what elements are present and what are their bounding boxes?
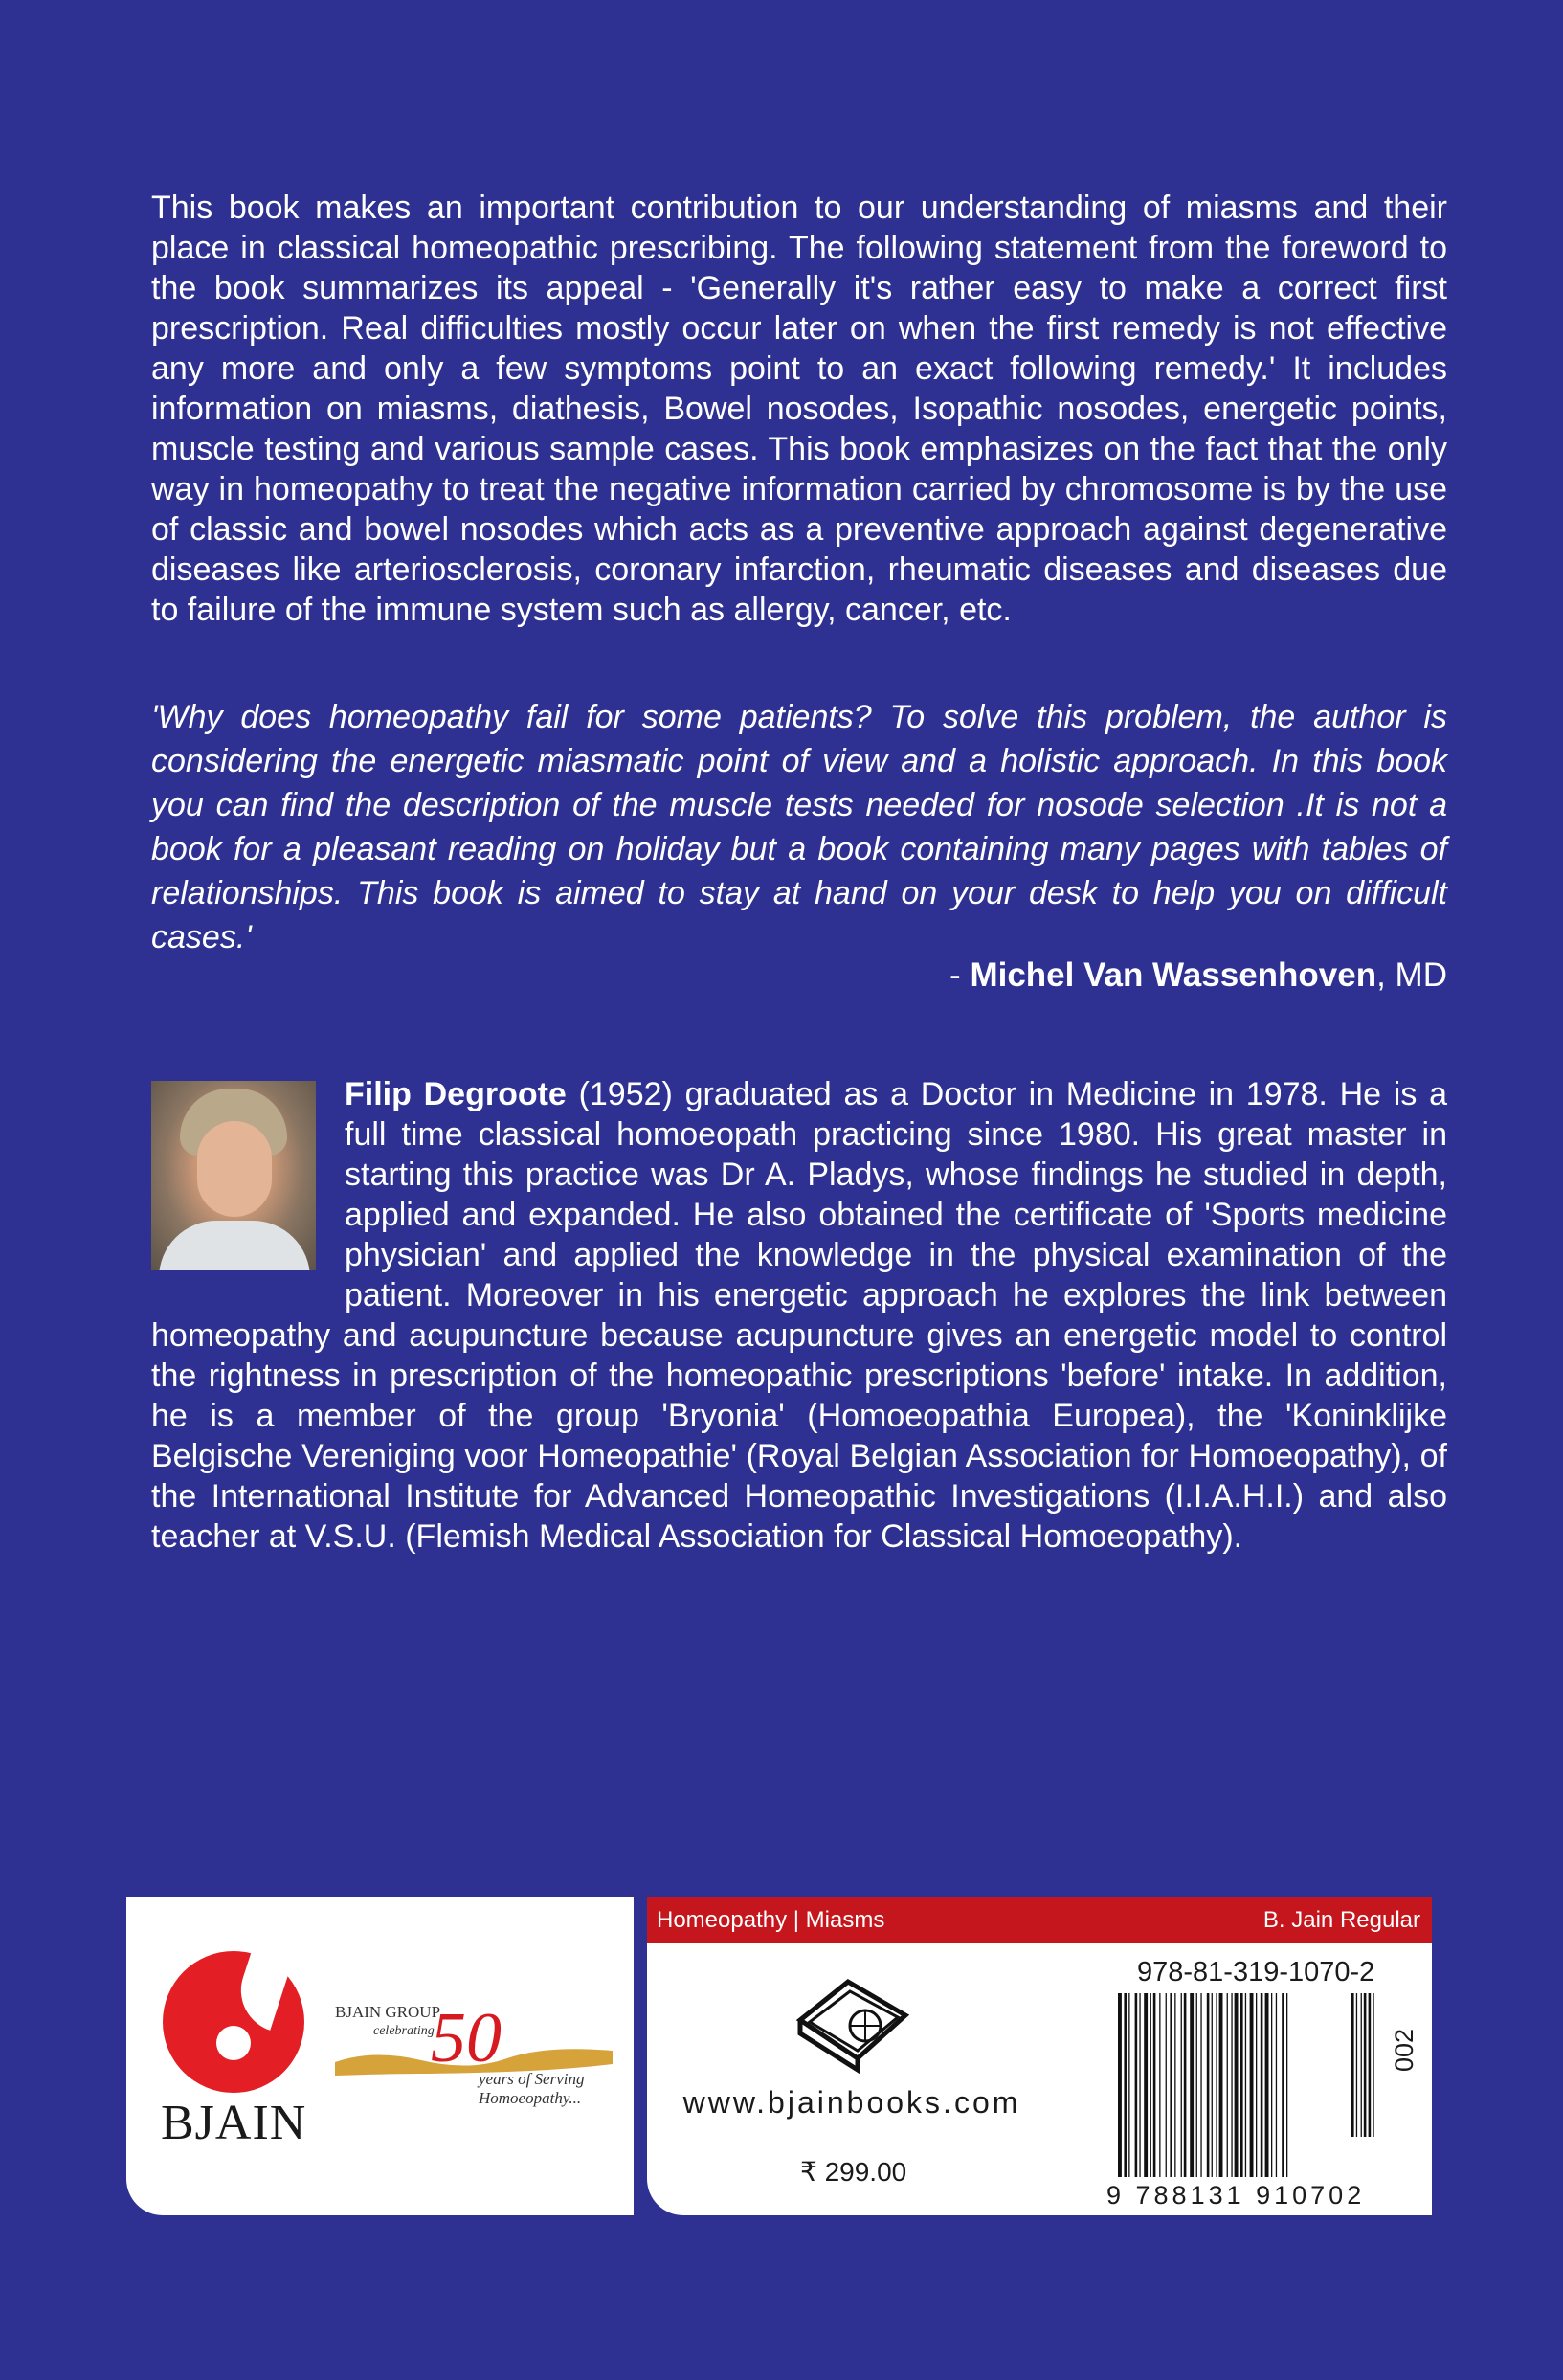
- quote-author: Michel Van Wassenhoven: [970, 956, 1377, 994]
- serving-text: [479, 2070, 584, 2108]
- anniversary-number: 50: [431, 1999, 502, 2077]
- category-strip: [647, 1897, 1432, 1943]
- barcode-icon: [1116, 1993, 1394, 2185]
- quote-attribution: [151, 954, 1447, 998]
- author-bio-text: (1952) graduated as a Doctor in Medicine in 1978. He is a full time classical homoeopath practicing since 1980. His great master in starting this practice was Dr A. Pladys, whose findings he studied in depth, applied and expanded. He also obtained the certificate of 'Sports medicine physician' and applied the knowledge in the physical examination of the patient. Moreover in his energetic approach he explores the link between homeopathy and acupuncture because acupuncture gives an energetic model to control the rightness in prescription of the homeopathic prescriptions 'before' intake. In addition, he is a member of the group 'Bryonia' (Homoeopathia Europea), the 'Koninklijke Belgische Vereniging voor Homeopathie' (Royal Belgian Association for Homoeopathy), of the International Institute for Advanced Homeopathic Investigations (I.I.A.H.I.) and also teacher at V.S.U. (Flemish Medical Association for Classical Homoeopathy).: [151, 1076, 1447, 1555]
- celebrating-label: celebrating: [373, 2024, 435, 2038]
- author-name: Filip Degroote: [345, 1076, 567, 1112]
- isbn-number: 978-81-319-1070-2: [1137, 1957, 1375, 1987]
- serving-line-2: Homoeopathy...: [479, 2089, 582, 2107]
- category-label: Homeopathy | Miasms: [657, 1907, 885, 1933]
- quote-dash: -: [949, 956, 971, 994]
- barcode-digits: 9 788131 910702: [1106, 2181, 1366, 2210]
- price: ₹ 299.00: [800, 2157, 907, 2187]
- publisher-book-icon: [791, 1963, 915, 2077]
- barcode-addon: 002: [1390, 2028, 1418, 2072]
- website-url: www.bjainbooks.com: [682, 2085, 1021, 2120]
- foreword-quote: 'Why does homeopathy fail for some patients? To solve this problem, the author is considering the energetic miasmatic point of view and a holistic approach. In this book you can find the description of the muscle tests needed for nosode selection .It is not a book for a pleasant reading on holiday but a book containing many pages with tables of relationships. This book is aimed to stay at hand on your desk to help you on difficult cases.': [151, 699, 1447, 955]
- book-description: This book makes an important contribution to our understanding of miasms and their place in classical homeopathic prescribing. The following statement from the foreword to the book summarizes its appeal - 'Generally it's rather easy to make a correct first prescription. Real difficulties mostly occur later on when the first remedy is not effective any more and only a few symptoms point to an exact following remedy.' It includes information on miasms, diathesis, Bowel nosodes, Isopathic nosodes, energetic points, muscle testing and various sample cases. This book emphasizes on the fact that the only way in homeopathy to treat the negative information carried by chromosome is by the use of classic and bowel nosodes which acts as a preventive approach against degenerative diseases like arteriosclerosis, coronary infarction, rheumatic diseases and diseases due to failure of the immune system such as allergy, cancer, etc.: [151, 190, 1447, 628]
- bjain-logo-text: BJAIN: [161, 2096, 307, 2150]
- anniversary-badge: [335, 1999, 622, 2118]
- serving-line-1: years of Serving: [479, 2070, 585, 2088]
- group-label: BJAIN GROUP: [335, 2003, 441, 2021]
- quote-author-suffix: , MD: [1376, 956, 1447, 994]
- publisher-panel: [126, 1897, 634, 2215]
- bjain-logo-icon: [163, 1951, 304, 2093]
- barcode-panel: [647, 1897, 1432, 2215]
- author-bio: [151, 1074, 1447, 1557]
- series-label: B. Jain Regular: [1262, 1907, 1420, 1933]
